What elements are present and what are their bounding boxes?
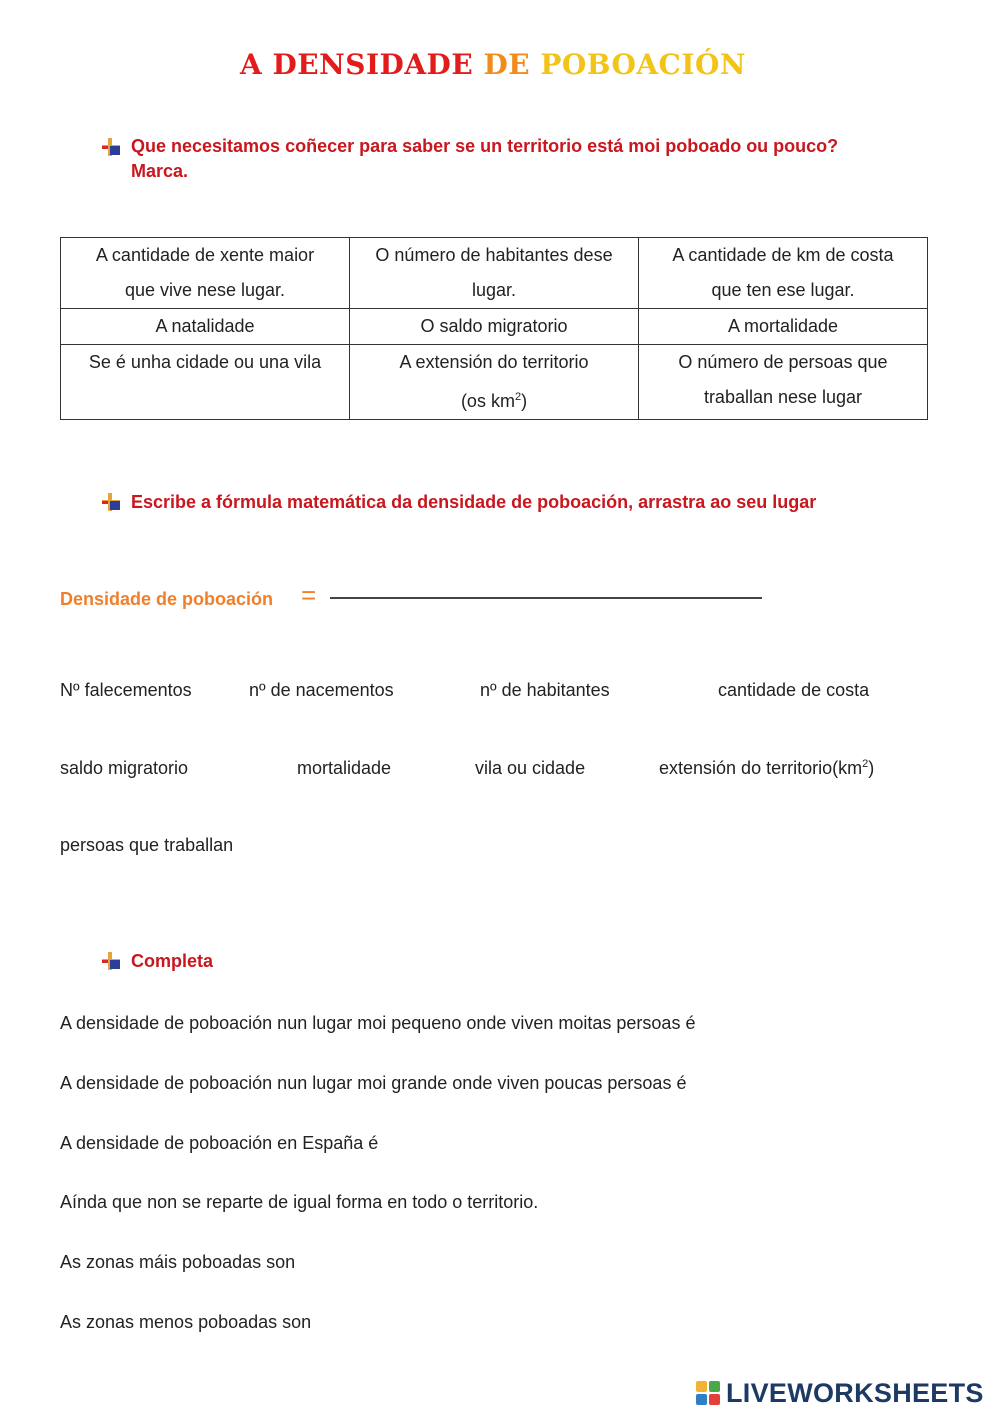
choice-older-people[interactable]: A cantidade de xente maior que vive nese lugar. bbox=[61, 238, 350, 309]
choice-territory-extension[interactable]: A extensión do territorio (os $km^2$) bbox=[350, 345, 639, 420]
choice-migration-balance[interactable]: O saldo migratorio bbox=[350, 309, 639, 345]
question-1 bbox=[131, 134, 838, 184]
choice-coast-km[interactable]: A cantidade de km de costa que ten ese lugar. bbox=[639, 238, 928, 309]
drag-word-mortality[interactable]: mortalidade bbox=[297, 758, 392, 778]
bullet-icon bbox=[101, 137, 121, 157]
statement-least-populated: As zonas menos poboadas son bbox=[60, 1312, 312, 1332]
question-2: Escribe a fórmula matemática da densidade de poboación, arrastra ao seu lugar bbox=[131, 492, 817, 512]
equals-sign: = bbox=[301, 580, 317, 610]
bullet-icon bbox=[101, 951, 121, 971]
logo-text: LIVEWORKSHEETS bbox=[726, 1378, 984, 1408]
title-part-1: A DENSIDADE bbox=[240, 48, 474, 81]
title-part-2: DE bbox=[483, 48, 531, 81]
drag-word-town-or-city[interactable]: vila ou cidade bbox=[475, 758, 586, 778]
statement-uneven-distribution: Aínda que non se reparte de igual forma en todo o territorio. bbox=[60, 1192, 539, 1212]
statement-spain: A densidade de poboación en España é bbox=[60, 1133, 379, 1153]
formula-label: Densidade de poboación bbox=[60, 589, 274, 609]
choices-table bbox=[60, 237, 928, 420]
choice-working-people[interactable]: O número de persoas que traballan nese lugar bbox=[639, 345, 928, 420]
page-title bbox=[0, 48, 986, 81]
drag-word-deaths[interactable]: Nº falecementos bbox=[60, 680, 192, 700]
drag-word-coast[interactable]: cantidade de costa bbox=[718, 680, 870, 700]
title-part-3: POBOACIÓN bbox=[540, 48, 746, 81]
choice-city-or-town[interactable]: Se é unha cidade ou una vila bbox=[61, 345, 350, 420]
question-3: Completa bbox=[131, 951, 214, 971]
statement-most-populated: As zonas máis poboadas son bbox=[60, 1252, 296, 1272]
statement-small-place: A densidade de poboación nun lugar moi pequeno onde viven moitas persoas é bbox=[60, 1013, 696, 1033]
liveworksheets-logo-icon bbox=[696, 1381, 720, 1405]
bullet-icon bbox=[101, 492, 121, 512]
drag-word-migration-balance[interactable]: saldo migratorio bbox=[60, 758, 189, 778]
fraction-line bbox=[330, 597, 762, 599]
drag-word-births[interactable]: nº de nacementos bbox=[249, 680, 394, 700]
question-1-line-1: Que necesitamos coñecer para saber se un territorio está moi poboado ou pouco? bbox=[131, 136, 839, 156]
choice-birth-rate[interactable]: A natalidade bbox=[61, 309, 350, 345]
drag-word-territory-extension[interactable]: extensión do $territorio(km^2)$ bbox=[659, 758, 875, 778]
drag-word-working-people[interactable]: persoas que traballan bbox=[60, 835, 234, 855]
choice-number-of-inhabitants[interactable]: O número de habitantes dese lugar. bbox=[350, 238, 639, 309]
question-1-line-2: Marca. bbox=[131, 161, 189, 181]
drag-word-inhabitants[interactable]: nº de habitantes bbox=[480, 680, 610, 700]
choice-mortality[interactable]: A mortalidade bbox=[639, 309, 928, 345]
statement-large-place: A densidade de poboación nun lugar moi grande onde viven poucas persoas é bbox=[60, 1073, 687, 1093]
